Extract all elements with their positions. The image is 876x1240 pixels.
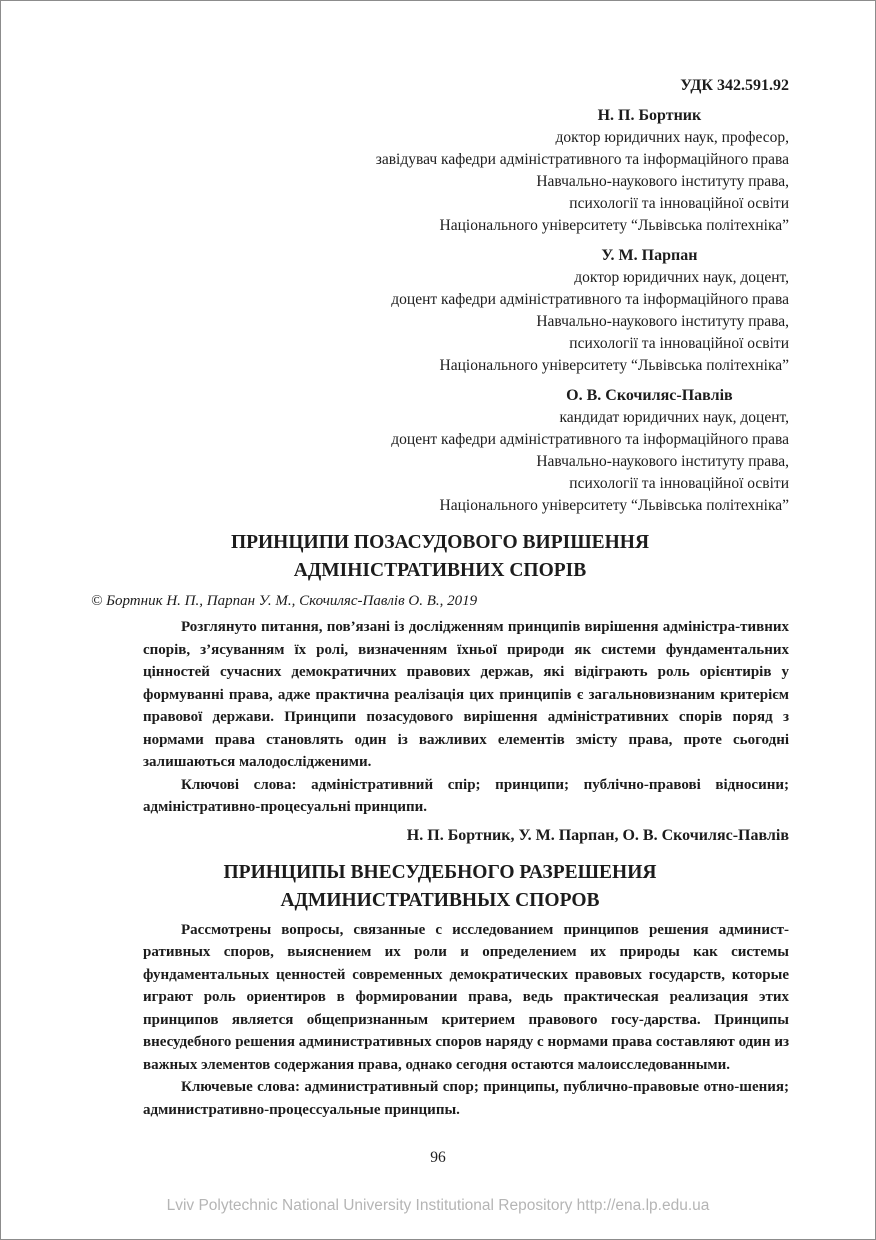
author-affiliation-line: кандидат юридичних наук, доцент, (559, 409, 789, 426)
author-affiliation-line: доцент кафедри адміністративного та інформаційного права (391, 431, 789, 448)
author-name: У. М. Парпан (601, 247, 698, 264)
keywords-uk: Ключові слова: адміністративний спір; принципи; публічно-правові відносини; адміністративно-процесуальні принципи. (143, 776, 789, 815)
article-title-uk-line1: ПРИНЦИПИ ПОЗАСУДОВОГО ВИРІШЕННЯ (230, 532, 650, 553)
authors-line: Н. П. Бортник, У. М. Парпан, О. В. Скочиляс-Павлів (406, 826, 789, 844)
article-title-ru (91, 859, 789, 915)
article-title-ru-line1: ПРИНЦИПЫ ВНЕСУДЕБНОГО РАЗРЕШЕНИЯ (223, 861, 657, 883)
author-affiliation-line: завідувач кафедри адміністративного та інформаційного права (375, 151, 789, 168)
author-affiliation-line: психології та інноваційної освіти (569, 335, 789, 352)
author-block-1 (91, 104, 789, 237)
abstract-ru: Рассмотрены вопросы, связанные с исследованием принципов решения админист-ративных споров, выяснением их роли и определением их природы как системы фундаментальных ценностей современных демократических правовых государств, которые играют роль ориентиров в формировании права, ведь практическая реализация этих принципов является общепризнанным критерием правового госу-дарства. Принципы внесудебного решения административных споров наряду с нормами права составляют один из важных элементов содержания права, однако сегодня остаются малоисследованными. (143, 921, 789, 1073)
article-title-uk (91, 529, 789, 585)
repository-footer: Lviv Polytechnic National University Institutional Repository http://ena.lp.edu.ua (166, 1197, 710, 1214)
author-affiliation-line: Національного університету “Львівська політехніка” (439, 497, 789, 514)
author-affiliation-line: Навчально-наукового інституту права, (536, 453, 789, 470)
copyright-line: © Бортник Н. П., Парпан У. М., Скочиляс-Павлів О. В., 2019 (91, 593, 478, 609)
abstract-uk: Розглянуто питання, пов’язані із дослідженням принципів вирішення адміністра-тивних спорів, з’ясуванням їх ролі, визначенням їхньої природи як системи фундаментальних цінностей сучасних демократичних правових держав, які відіграють роль орієнтирів у формуванні права, адже практична реалізація цих принципів є загальновизнаним критерієм правової держави. Принципи позасудового вирішення адміністративних спорів поряд з нормами права становлять один із важливих елементів змісту права, проте сьогодні залишаються малодослідженими. (143, 619, 789, 770)
page-number: 96 (430, 1149, 446, 1166)
author-affiliation-line: Навчально-наукового інституту права, (536, 173, 789, 190)
author-affiliation-line: доктор юридичних наук, доцент, (574, 269, 789, 286)
author-affiliation-line: психології та інноваційної освіти (569, 195, 789, 212)
udc-code: УДК 342.591.92 (680, 77, 789, 94)
author-affiliation-line: психології та інноваційної освіти (569, 475, 789, 492)
author-affiliation-line: доцент кафедри адміністративного та інформаційного права (391, 291, 789, 308)
page-content (1, 1, 875, 1121)
author-affiliation-line: Національного університету “Львівська політехніка” (439, 217, 789, 234)
article-title-uk-line2: АДМІНІСТРАТИВНИХ СПОРІВ (293, 560, 587, 581)
article-title-ru-line2: АДМИНИСТРАТИВНЫХ СПОРОВ (280, 889, 600, 911)
author-block-3 (91, 384, 789, 517)
keywords-ru: Ключевые слова: административный спор; принципы, публично-правовые отно-шения; административно-процессуальные принципы. (143, 1079, 789, 1118)
author-affiliation-line: Навчально-наукового інституту права, (536, 313, 789, 330)
author-name: Н. П. Бортник (597, 107, 702, 124)
author-affiliation-line: Національного університету “Львівська політехніка” (439, 357, 789, 374)
author-affiliation-line: доктор юридичних наук, професор, (555, 129, 789, 146)
author-block-2 (91, 244, 789, 377)
author-name: О. В. Скочиляс-Павлів (566, 387, 733, 404)
